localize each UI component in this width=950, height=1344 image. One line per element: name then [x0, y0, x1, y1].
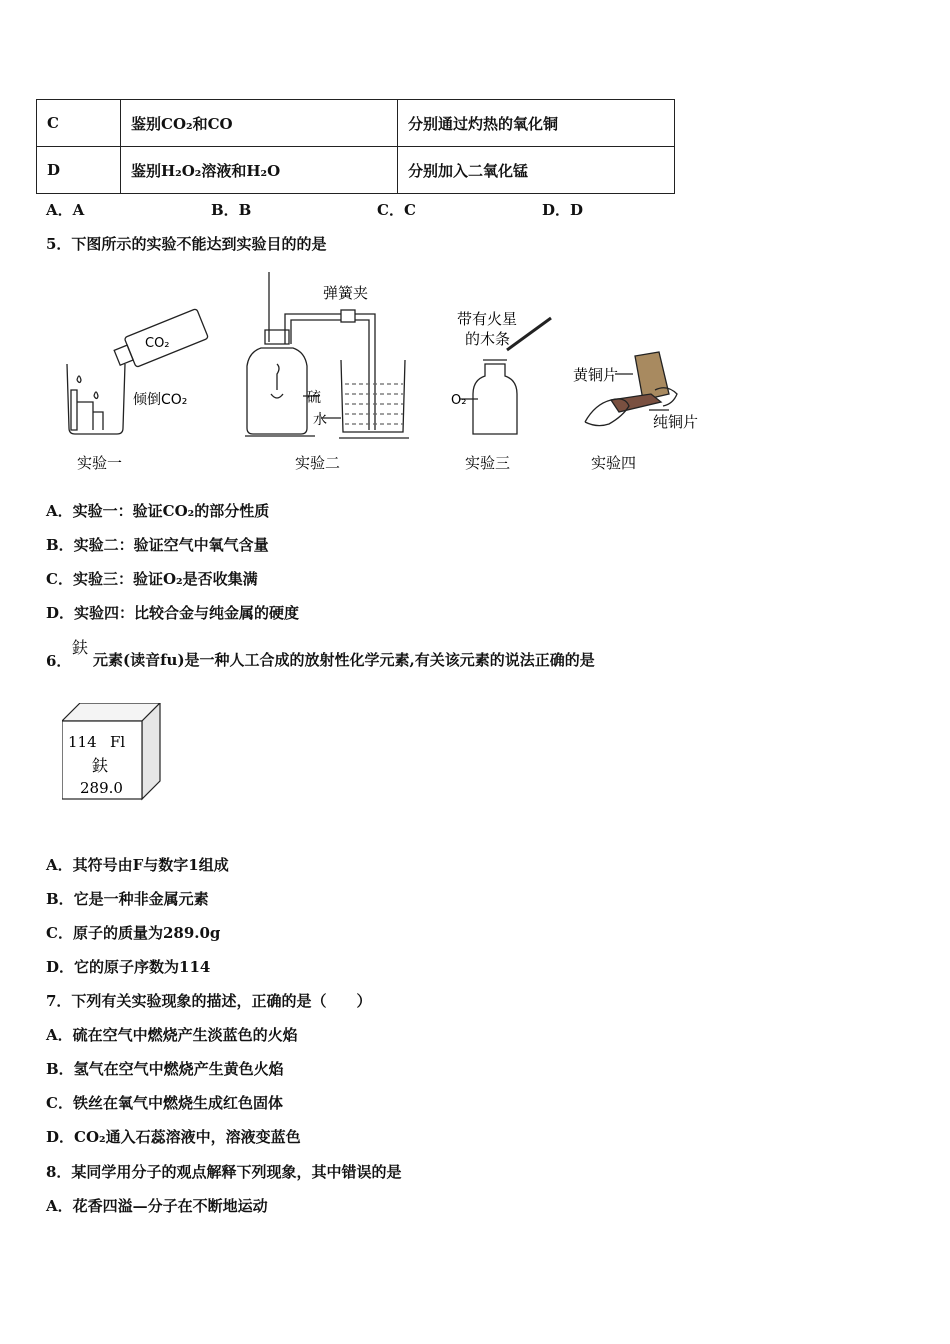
- exp3-gas-label: O₂: [451, 393, 467, 408]
- exp1-beaker-icon: [67, 364, 125, 434]
- element-tile: [62, 703, 162, 801]
- q5-stem: 5．下图所示的实验不能达到实验目的的是: [46, 235, 327, 253]
- q6-number: 6．: [46, 652, 72, 670]
- row-item: 鉴别CO₂和CO: [121, 100, 398, 147]
- exp1-label: 倾倒CO₂: [133, 392, 188, 408]
- q7-option-b[interactable]: B．氢气在空气中燃烧产生黄色火焰: [46, 1060, 284, 1078]
- q7-stem: 7．下列有关实验现象的描述，正确的是（ ）: [46, 992, 372, 1010]
- tile-atomic-number: 114: [68, 733, 97, 751]
- q6-option-d[interactable]: D．它的原子序数为114: [46, 958, 211, 976]
- exp2-water-label: 水: [313, 412, 327, 428]
- row-label: C: [37, 100, 121, 147]
- q4-choice-c[interactable]: C．C: [377, 201, 416, 219]
- q4-choice-b[interactable]: B．B: [211, 201, 252, 219]
- q8-option-a[interactable]: A．花香四溢—分子在不断地运动: [46, 1197, 268, 1215]
- experiment-figure: [55, 272, 715, 477]
- q8-stem: 8．某同学用分子的观点解释下列现象，其中错误的是: [46, 1163, 402, 1181]
- q6-stem: 元素(读音fu)是一种人工合成的放射性化学元素,有关该元素的说法正确的是: [93, 651, 595, 669]
- row-label: D: [37, 147, 121, 194]
- q6-option-a[interactable]: A．其符号由F与数字1组成: [46, 856, 229, 874]
- q5-option-a[interactable]: A．实验一：验证CO₂的部分性质: [46, 502, 270, 520]
- q6-glyph: 鈇: [72, 638, 89, 657]
- caption-exp3: 实验三: [465, 454, 511, 472]
- caption-exp4: 实验四: [591, 454, 637, 472]
- row-method: 分别加入二氧化锰: [398, 147, 675, 194]
- exp2-sulfur-label: 硫: [307, 390, 321, 406]
- q4-choice-d[interactable]: D．D: [542, 201, 584, 219]
- q5-option-b[interactable]: B．实验二：验证空气中氧气含量: [46, 536, 269, 554]
- exp3-stick-label: 带有火星: [457, 310, 518, 328]
- exp4-copper-label: 纯铜片: [653, 413, 699, 431]
- tile-symbol: Fl: [110, 733, 126, 751]
- q7-option-a[interactable]: A．硫在空气中燃烧产生淡蓝色的火焰: [46, 1026, 298, 1044]
- exp1-bottle-label: CO₂: [145, 336, 170, 351]
- q4-choice-a[interactable]: A．A: [46, 201, 85, 219]
- tile-mass: 289.0: [80, 779, 123, 797]
- q6-option-b[interactable]: B．它是一种非金属元素: [46, 890, 209, 908]
- caption-exp1: 实验一: [77, 454, 123, 472]
- options-table: [36, 99, 675, 194]
- q5-option-d[interactable]: D．实验四：比较合金与纯金属的硬度: [46, 604, 300, 622]
- q7-option-c[interactable]: C．铁丝在氧气中燃烧生成红色固体: [46, 1094, 283, 1112]
- table-row: [37, 100, 675, 147]
- q5-option-c[interactable]: C．实验三：验证O₂是否收集满: [46, 570, 258, 588]
- row-method: 分别通过灼热的氧化铜: [398, 100, 675, 147]
- row-item: 鉴别H₂O₂溶液和H₂O: [121, 147, 398, 194]
- exp2-clip-label: 弹簧夹: [323, 284, 369, 302]
- exp4-brass-label: 黄铜片: [573, 366, 619, 384]
- exp3-stick-label-2: 的木条: [465, 330, 511, 348]
- caption-exp2: 实验二: [295, 454, 341, 472]
- q6-option-c[interactable]: C．原子的质量为289.0g: [46, 924, 221, 942]
- tile-name: 鈇: [92, 756, 109, 775]
- table-row: [37, 147, 675, 194]
- q7-option-d[interactable]: D．CO₂通入石蕊溶液中，溶液变蓝色: [46, 1128, 301, 1146]
